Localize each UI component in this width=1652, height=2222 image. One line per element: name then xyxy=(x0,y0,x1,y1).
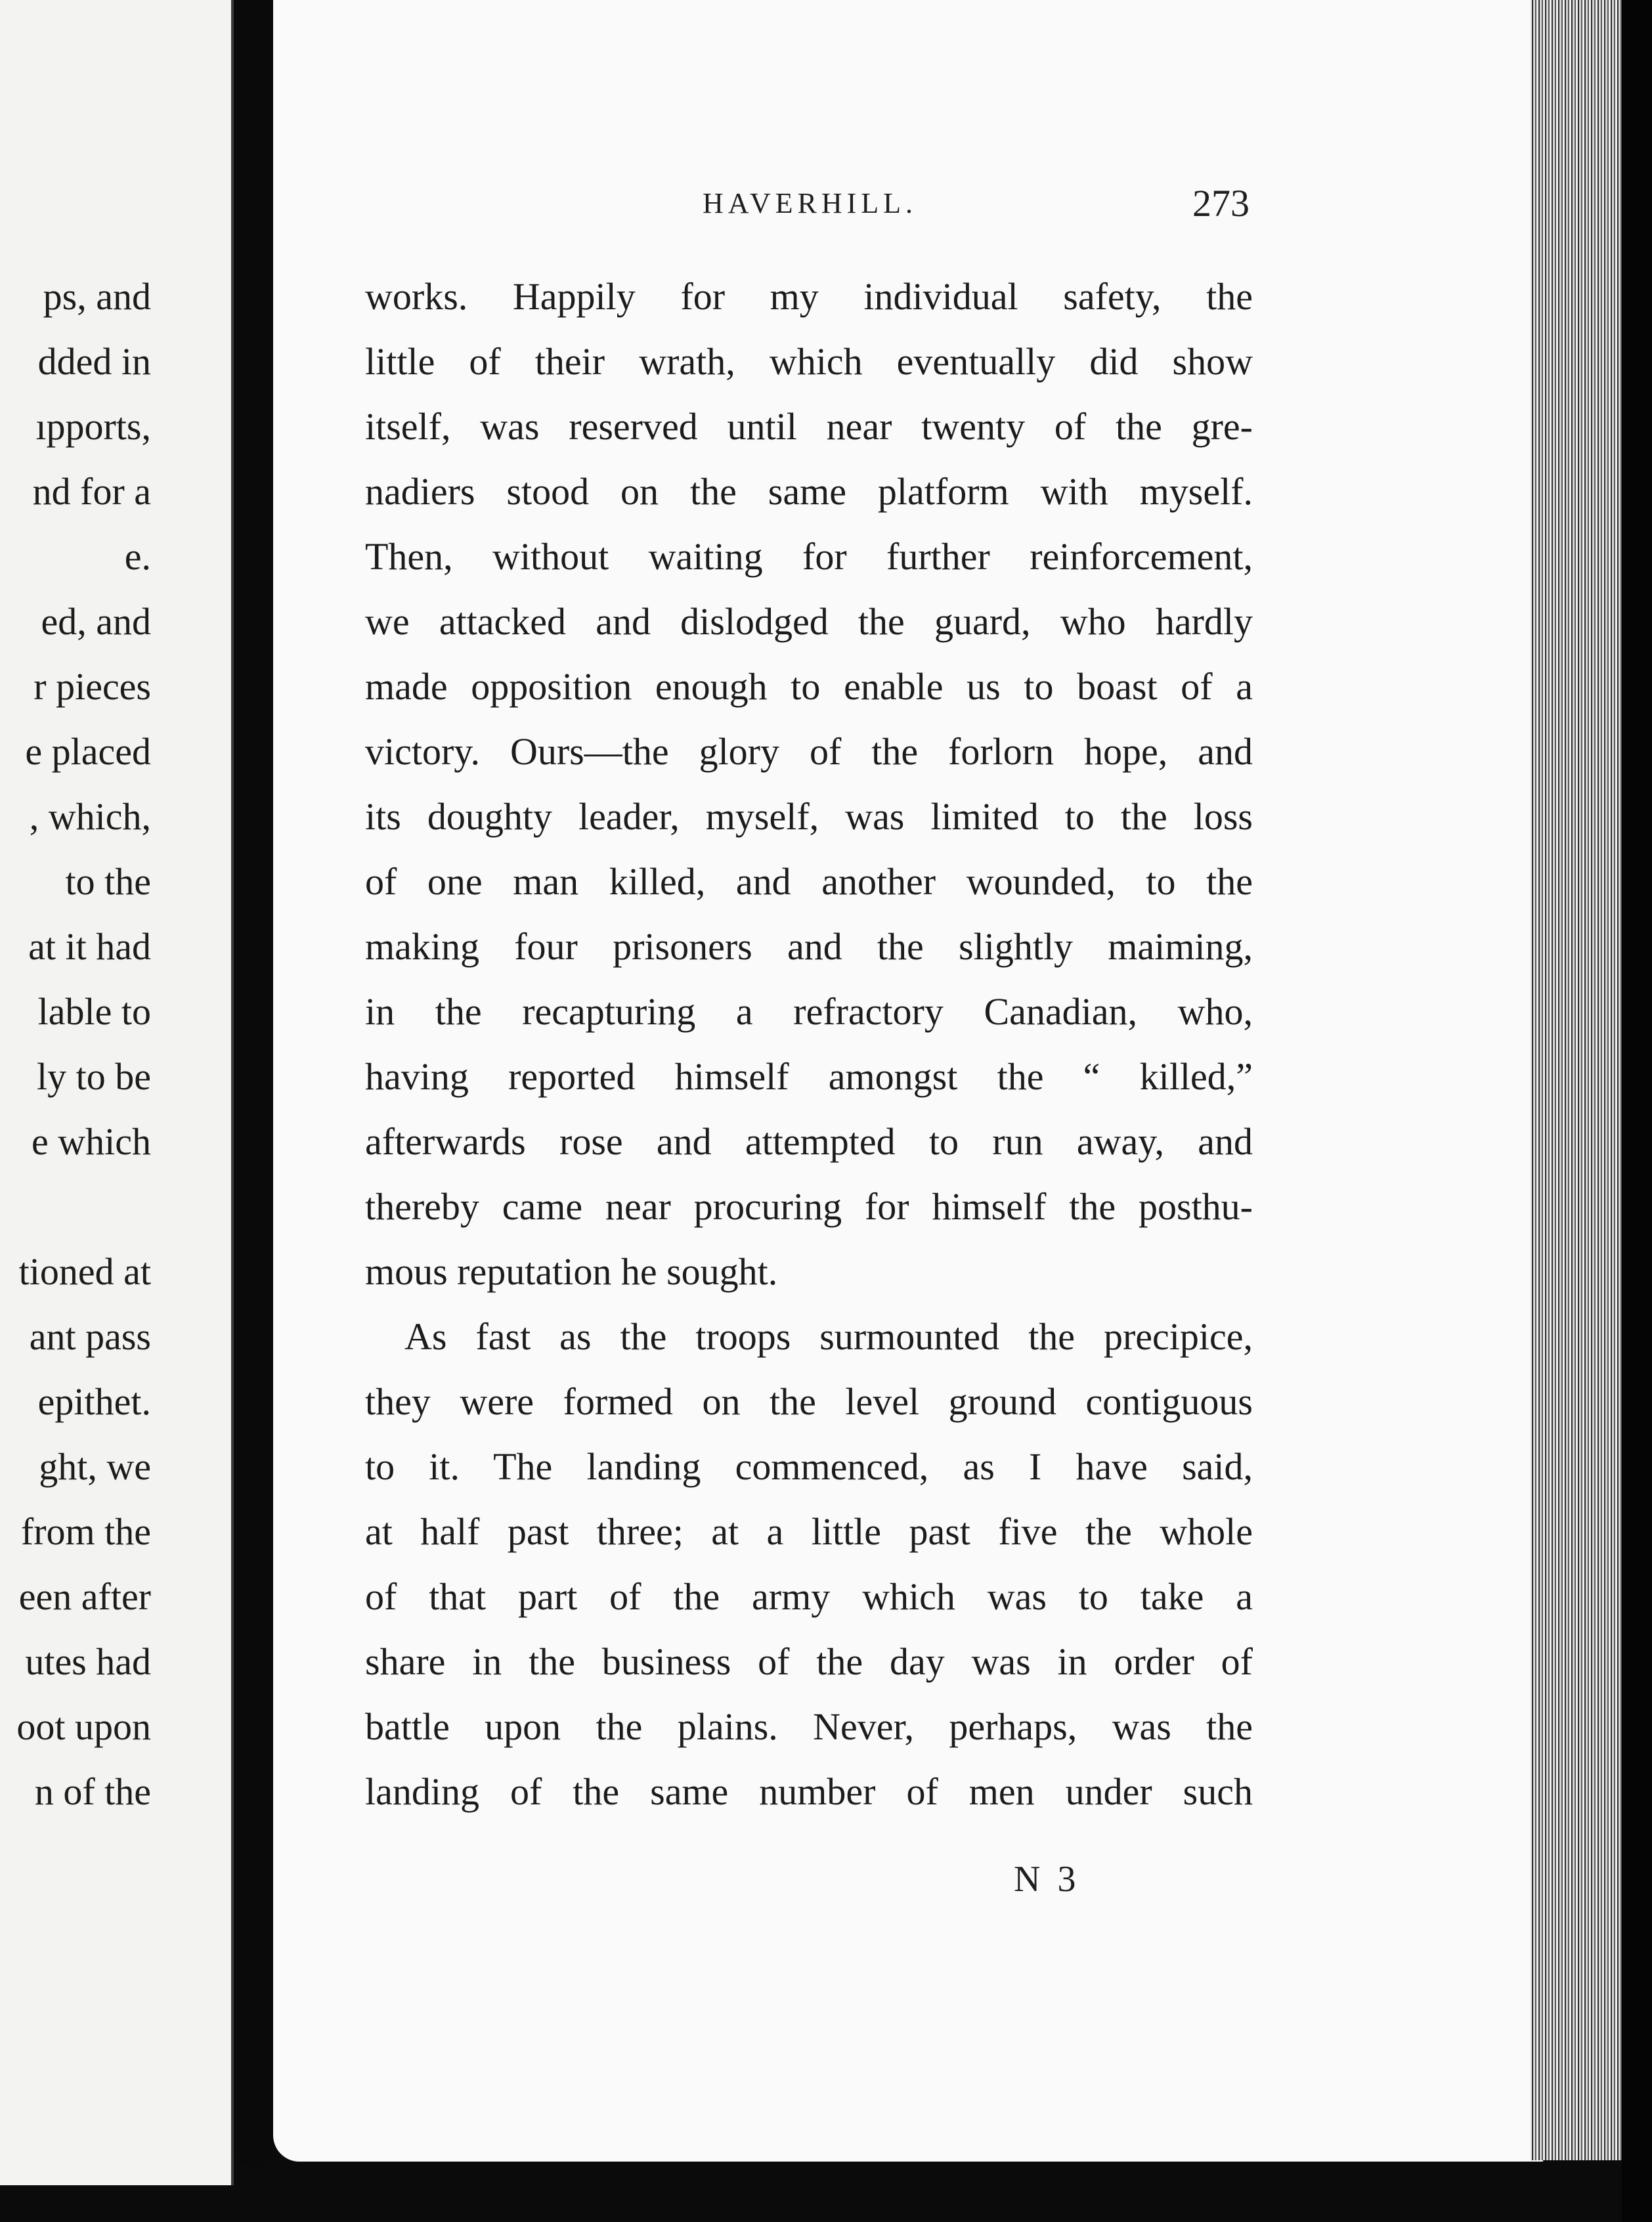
text-line: making four prisoners and the slightly maiming, xyxy=(365,925,1253,968)
left-line xyxy=(0,1174,151,1239)
left-line: nd for a xyxy=(32,470,151,513)
text-line: in the recapturing a refractory Canadian, who, xyxy=(365,990,1253,1033)
text-line: share in the business of the day was in order of xyxy=(365,1640,1253,1683)
left-line: ght, we xyxy=(39,1445,151,1488)
text-line: mous reputation he sought. xyxy=(365,1250,778,1293)
left-line: at it had xyxy=(28,925,151,968)
text-line: having reported himself amongst the “ killed,” xyxy=(365,1055,1253,1098)
left-line: n of the xyxy=(34,1770,151,1813)
book-gutter xyxy=(234,0,273,2167)
text-line: nadiers stood on the same platform with myself. xyxy=(365,470,1253,513)
signature-mark: N 3 xyxy=(1014,1859,1080,1900)
text-line: its doughty leader, myself, was limited to the loss xyxy=(365,795,1253,838)
text-line: As fast as the troops surmounted the precipice, xyxy=(404,1315,1253,1358)
text-line: battle upon the plains. Never, perhaps, was the xyxy=(365,1705,1253,1748)
text-line: landing of the same number of men under such xyxy=(365,1770,1253,1813)
left-line: ly to be xyxy=(37,1055,151,1098)
text-line: Then, without waiting for further reinforcement, xyxy=(365,535,1253,578)
left-line: een after xyxy=(18,1575,151,1618)
text-line: itself, was reserved until near twenty of the gre- xyxy=(365,405,1253,448)
left-line: lable to xyxy=(37,990,151,1033)
page-edge-shadow xyxy=(1622,0,1652,2222)
text-line: afterwards rose and attempted to run away, and xyxy=(365,1120,1253,1163)
left-line: dded in xyxy=(37,340,151,383)
left-line: tioned at xyxy=(18,1250,151,1293)
text-line: at half past three; at a little past five the whole xyxy=(365,1510,1253,1553)
running-head: HAVERHILL. xyxy=(703,187,918,219)
text-line: works. Happily for my individual safety, the xyxy=(365,275,1253,318)
text-line: they were formed on the level ground contiguous xyxy=(365,1380,1253,1423)
left-line: r pieces xyxy=(33,665,151,708)
text-line: victory. Ours—the glory of the forlorn hope, and xyxy=(365,730,1253,773)
left-line: to the xyxy=(65,860,151,903)
left-line: e which xyxy=(32,1120,151,1163)
text-line: we attacked and dislodged the guard, who hardly xyxy=(365,600,1253,643)
left-line: e. xyxy=(124,535,151,578)
left-line: utes had xyxy=(25,1640,151,1683)
text-line: thereby came near procuring for himself the posthu- xyxy=(365,1185,1253,1228)
page-number: 273 xyxy=(1192,182,1250,225)
text-line: little of their wrath, which eventually did show xyxy=(365,340,1253,383)
text-line: to it. The landing commenced, as I have said, xyxy=(365,1445,1253,1488)
left-facing-page xyxy=(0,0,234,2185)
left-line: ps, and xyxy=(43,275,151,318)
left-line: oot upon xyxy=(16,1705,151,1748)
text-line: of one man killed, and another wounded, to the xyxy=(365,860,1253,903)
text-line: of that part of the army which was to take a xyxy=(365,1575,1253,1618)
page-block-edges xyxy=(1530,0,1628,2160)
left-line: from the xyxy=(20,1510,151,1553)
left-line: , which, xyxy=(29,795,151,838)
text-line: made opposition enough to enable us to boast of a xyxy=(365,665,1253,708)
left-line: epithet. xyxy=(37,1380,151,1423)
left-line: e placed xyxy=(25,730,151,773)
left-line: ed, and xyxy=(41,600,151,643)
left-line: ant pass xyxy=(29,1315,151,1358)
left-line: ıpports, xyxy=(35,405,151,448)
